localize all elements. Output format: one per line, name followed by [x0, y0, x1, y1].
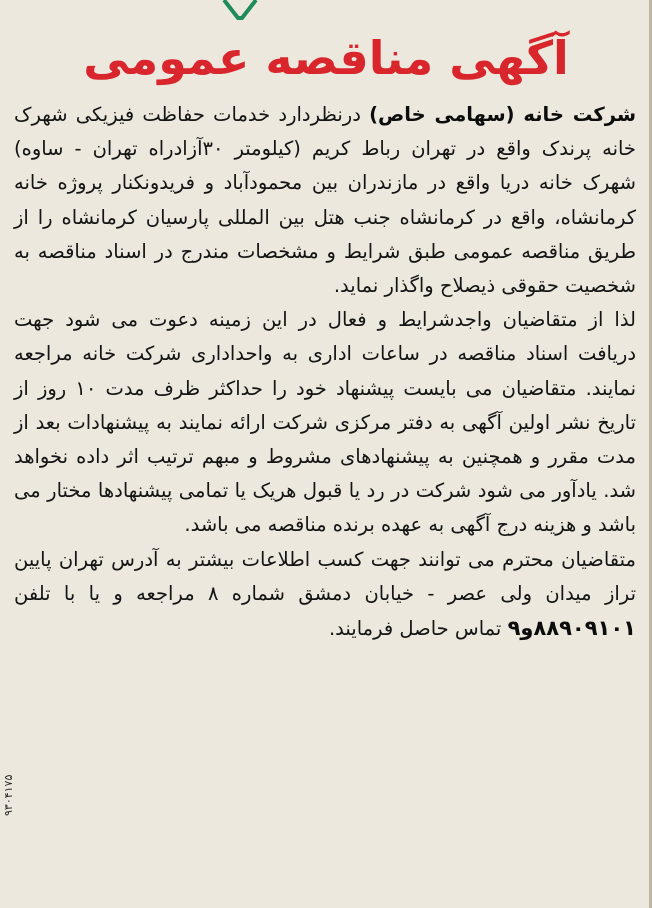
phone-number: ۸۸۹۰۹۱۰۱و۹: [507, 616, 636, 641]
paragraph-tender-subject: درنظردارد خدمات حفاظت فیزیکی شهرک خانه پرندک واقع در تهران رباط کریم (کیلومتر ۳۰آزادراه تهران - ساوه) شهرک خانه دریا واقع در مازندران بین محمودآباد و فریدونکنار پروژه خانه کرمانشاه، واقع در کرمانشاه جنب هتل بین المللی پارسیان کرمانشاه را از طریق مناقصه عمومی طبق شرایط و مشخصات مندرج در اسناد مناقصه به شخصیت حقوقی ذیصلاح واگذار نماید.: [14, 103, 636, 298]
notice-body: [14, 98, 636, 646]
serial-number: ۹۳۰۴۱۷۵: [2, 774, 15, 816]
paragraph-contact-closing: تماس حاصل فرمایند.: [328, 617, 502, 641]
notice-title: آگهی مناقصه عمومی: [83, 31, 569, 85]
logo-fragment-icon: [218, 0, 266, 22]
paragraph-contact-info: متقاضیان محترم می توانند جهت کسب اطلاعات بیشتر به آدرس تهران پایین تراز میدان ولی عصر - خیابان دمشق شماره ۸ مراجعه و یا با تلفن: [14, 547, 636, 605]
company-name: شرکت خانه (سهامی خاص): [369, 103, 637, 126]
paragraph-tender-conditions: لذا از متقاضیان واجدشرایط و فعال در این زمینه دعوت می شود جهت دریافت اسناد مناقصه در ساعات اداری به واحداداری شرکت خانه مراجعه نمایند. متقاضیان می بایست پیشنهاد خود را حداکثر ظرف مدت ۱۰ روز از تاریخ نشر اولین آگهی به دفتر مرکزی شرکت ارائه نمایند به پیشنهادات بعد از مدت مقرر و همچنین به پیشنهادهای مشروط و مبهم ترتیب اثر داده نخواهد شد. یادآور می شود شرکت در رد یا قبول هریک یا تمامی پیشنهادها مختار می باشد و هزینه درج آگهی به عهده برنده مناقصه می باشد.: [14, 308, 636, 537]
